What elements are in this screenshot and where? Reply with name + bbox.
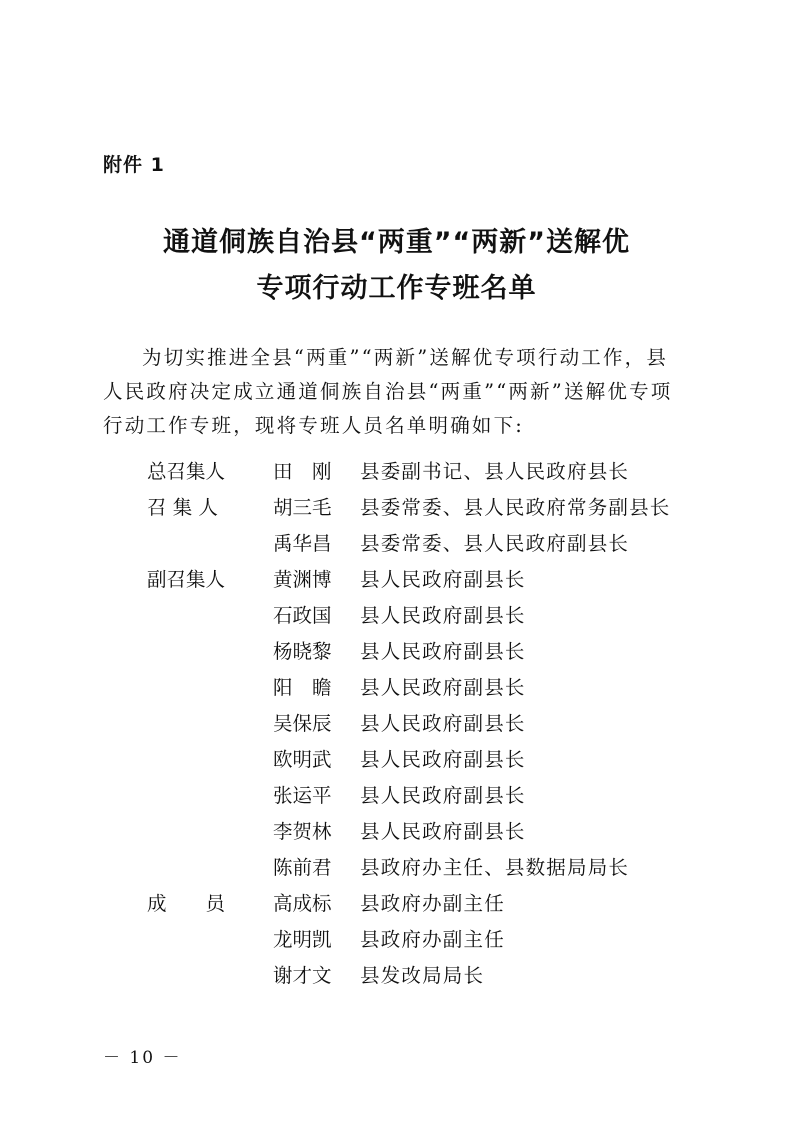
member-duty: 县人民政府副县长 — [360, 568, 526, 591]
member-duty: 县委副书记、县人民政府县长 — [360, 460, 630, 483]
member-name: 李贺林 — [273, 820, 332, 843]
member-name: 杨晓黎 — [273, 640, 332, 663]
member-name: 田 刚 — [273, 460, 332, 483]
member-name: 胡三毛 — [273, 496, 332, 519]
document-title-line-1: 通道侗族自治县“两重”“两新”送解优 — [163, 227, 630, 258]
member-row — [0, 816, 793, 848]
member-name: 欧明武 — [273, 748, 332, 771]
member-row — [0, 852, 793, 884]
member-duty: 县人民政府副县长 — [360, 676, 526, 699]
member-duty: 县人民政府副县长 — [360, 748, 526, 771]
member-row — [0, 492, 793, 524]
member-name: 谢才文 — [273, 964, 332, 987]
member-name: 陈前君 — [273, 856, 332, 879]
intro-paragraph-line-3: 行动工作专班，现将专班人员名单明确如下: — [103, 414, 525, 437]
member-duty: 县政府办主任、县数据局局长 — [360, 856, 630, 879]
member-row — [0, 960, 793, 992]
member-duty: 县政府办副主任 — [360, 928, 505, 951]
member-row — [0, 456, 793, 488]
member-row — [0, 672, 793, 704]
member-duty: 县人民政府副县长 — [360, 604, 526, 627]
member-name: 张运平 — [273, 784, 332, 807]
member-name: 石政国 — [273, 604, 332, 627]
member-duty: 县委常委、县人民政府常务副县长 — [360, 496, 671, 519]
member-row — [0, 888, 793, 920]
member-row — [0, 600, 793, 632]
intro-paragraph-line-1: 为切实推进全县“两重”“两新”送解优专项行动工作，县 — [142, 346, 669, 369]
member-name: 吴保辰 — [273, 712, 332, 735]
annex-label: 附件 1 — [103, 154, 165, 176]
member-row — [0, 564, 793, 596]
intro-paragraph-line-2: 人民政府决定成立通道侗族自治县“两重”“两新”送解优专项 — [103, 380, 673, 403]
member-name: 龙明凯 — [273, 928, 332, 951]
member-duty: 县人民政府副县长 — [360, 712, 526, 735]
member-row — [0, 924, 793, 956]
member-role: 召 集 人 — [147, 496, 218, 519]
member-row — [0, 744, 793, 776]
member-row — [0, 528, 793, 560]
member-name: 高成标 — [273, 892, 332, 915]
member-duty: 县发改局局长 — [360, 964, 485, 987]
member-name: 禹华昌 — [273, 532, 332, 555]
member-duty: 县人民政府副县长 — [360, 820, 526, 843]
member-row — [0, 780, 793, 812]
member-duty: 县人民政府副县长 — [360, 784, 526, 807]
page-number: － 10 － — [103, 1048, 182, 1068]
member-row — [0, 708, 793, 740]
member-role: 副召集人 — [147, 568, 226, 591]
member-duty: 县委常委、县人民政府副县长 — [360, 532, 630, 555]
document-title-line-2: 专项行动工作专班名单 — [256, 273, 537, 304]
member-role: 总召集人 — [147, 460, 226, 483]
member-name: 黄渊博 — [273, 568, 332, 591]
member-duty: 县政府办副主任 — [360, 892, 505, 915]
member-name: 阳 瞻 — [273, 676, 332, 699]
member-duty: 县人民政府副县长 — [360, 640, 526, 663]
member-role: 成 员 — [147, 892, 226, 915]
member-row — [0, 636, 793, 668]
